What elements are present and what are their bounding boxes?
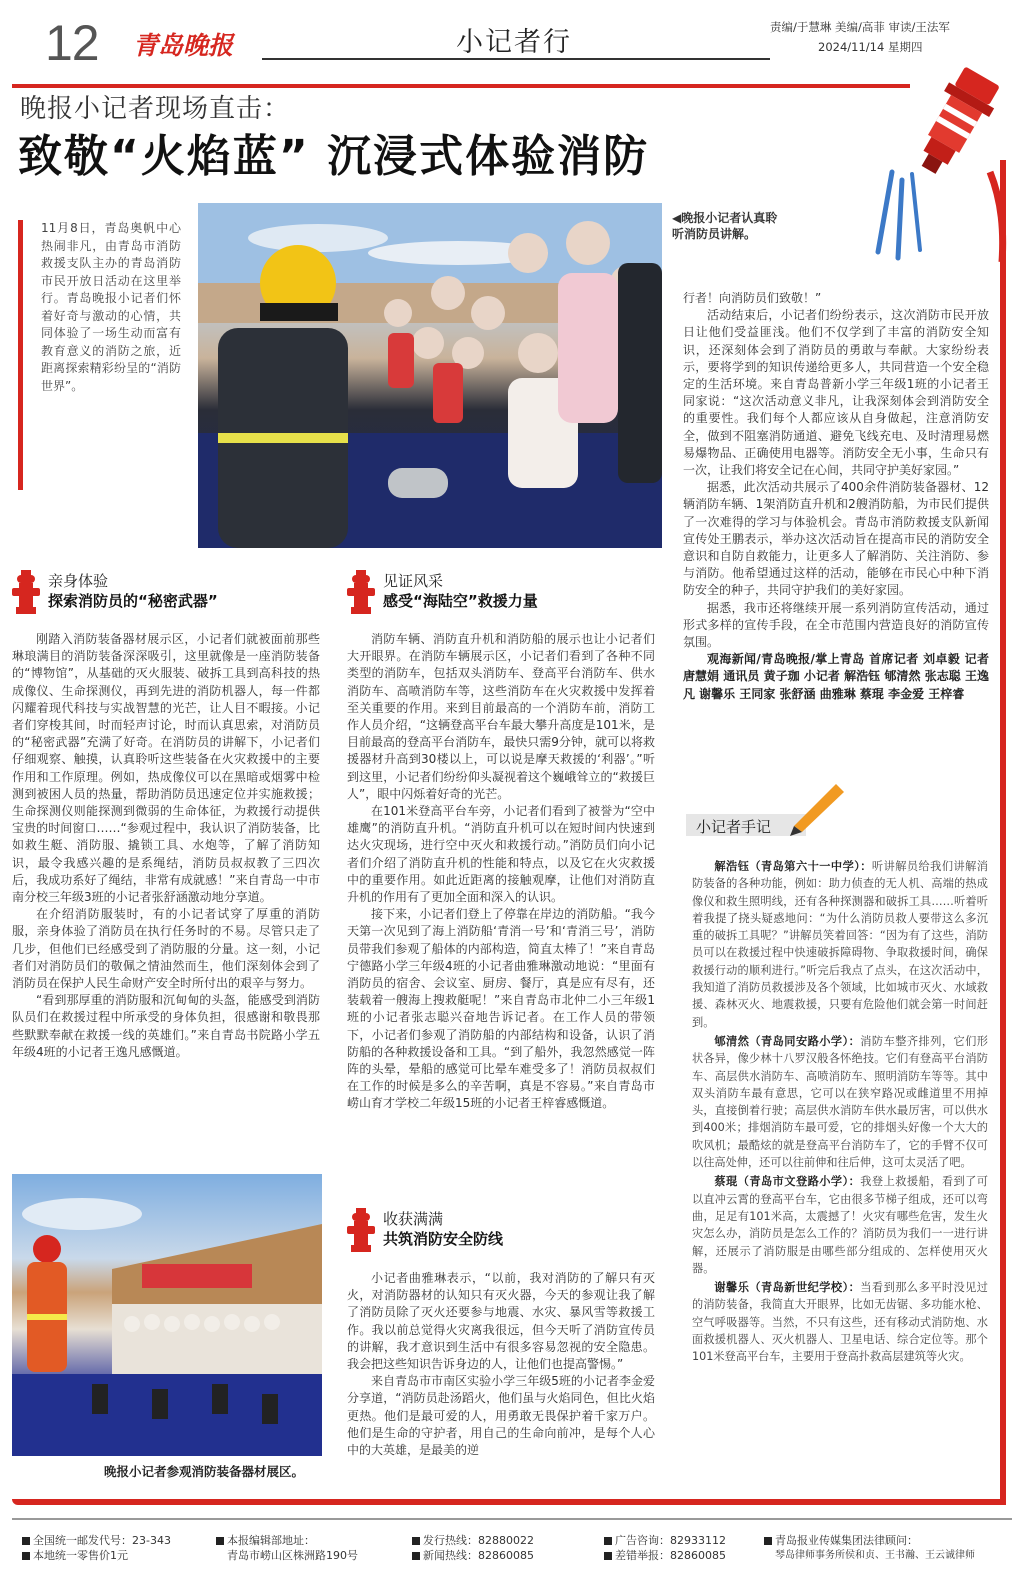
section-title-2: 感受“海陆空”救援力量: [383, 592, 538, 610]
section-title-1: 探索消防员的“秘密武器”: [48, 592, 218, 610]
section-header-2: [347, 570, 647, 618]
intro-paragraph: 11月8日，青岛奥帆中心热闹非凡，由青岛市消防救援支队主办的青岛消防市民开放日活动在这里举行。青岛晚报小记者们怀着好奇与激动的心情，共同体验了一场生动而富有教育意义的消防之旅，近距离探索精彩纷呈的“消防世界”。: [18, 220, 181, 490]
photo-caption-2: 晚报小记者参观消防装备器材展区。: [104, 1464, 305, 1479]
body-paragraph: 在101米登高平台车旁，小记者们看到了被誉为“空中雄鹰”的消防直升机。“消防直升机可以在短时间内快速到达火灾现场，进行空中灭火和救援行动。”消防员们向小记者们介绍了消防直升机的性能和特点，以及它在火灾救援中的重要作用。如此近距离的接触观摩，让他们对消防直升机的作用有了更加全面和深入的认识。: [347, 804, 655, 905]
footer-block-1: [22, 1533, 171, 1563]
photo-equipment-exhibit: [12, 1174, 322, 1456]
red-frame-right: [1000, 160, 1006, 1505]
byline: 观海新闻/青岛晚报/掌上青岛 首席记者 刘卓毅 记者 唐慧娟 通讯员 黄子珈 小记者 解浩钰 郇清然 张志聪 王逸凡 谢馨乐 王同家 张舒涵 曲雅琳 蔡琨 李金爱 王梓睿: [683, 652, 989, 701]
footer-line: 差错举报：82860085: [604, 1548, 726, 1563]
note-item: [692, 858, 988, 1031]
footer-line: 新闻热线：82860085: [412, 1548, 534, 1563]
page-number: 12: [45, 15, 99, 71]
note-item: [692, 1173, 988, 1277]
note-text: 我登上救援船，看到了可以直冲云霄的登高平台车，它由很多节梯子组成，还可以弯曲，足足有101米高，太震撼了！火灾有哪些危害，发生火灾怎么办，消防员是怎么工作的？消防员为我们一一进行讲解，还展示了消防服是由哪些部分组成的、怎样使用灭火器。: [692, 1175, 988, 1275]
fire-nozzle-icon: [872, 62, 1022, 292]
right-paragraph: 据悉，我市还将继续开展一系列消防宣传活动，通过形式多样的宣传手段，在全市范围内营造良好的消防宣传氛围。: [683, 600, 989, 650]
column-1: [12, 631, 320, 1061]
issue-date: 2024/11/14 星期四: [818, 40, 923, 54]
body-paragraph: 消防车辆、消防直升机和消防船的展示也让小记者们大开眼界。在消防车辆展示区，小记者们看到了各种不同类型的消防车，包括双头消防车、登高平台消防车、供水消防车、高喷消防车等，这些消防车在火灾救援中发挥着至关重要的作用。来到目前最高的一个消防车前，消防工作人员介绍，“这辆登高平台车最大攀升高度是101米，是目前最高的登高平台消防车，最快只需9分钟，就可以将救援器材升高到30楼以上，可以说是摩天救援的‘利器’。”听到这里，小记者们纷纷仰头凝视着这个巍峨耸立的“救援巨人”，眼中闪烁着好奇的光芒。: [347, 632, 655, 801]
section-label-1: 亲身体验: [48, 572, 109, 590]
right-paragraph: 活动结束后，小记者们纷纷表示，这次消防市民开放日让他们受益匪浅。他们不仅学到了丰富的消防安全知识，还深刻体会到了消防员的勇敢与奉献。大家纷纷表示，要将学到的知识传递给更多人，共同营造一个安全稳定的生活环境。来自青岛普新小学三年级1班的小记者王同家说：“这次活动意义非凡，让我深刻体会到消防安全的重要性。我们每个人都应该从自身做起，注意消防安全，做到不阻塞消防通道、避免飞线充电、及时清理易燃易爆物品、正确使用电器等。消防安全无小事，生命只有一次，让我们将安全记在心间，共同守护美好家园。”: [683, 308, 989, 478]
body-paragraph: 刚踏入消防装备器材展示区，小记者们就被面前那些琳琅满目的消防装备深深吸引，这里就像是一座消防装备的“博物馆”，从基础的灭火服装、破拆工具到高科技的热成像仪、生命探测仪，再到先进的消防机器人，每一件都闪耀着现代科技与实战智慧的光芒，让人目不暇接。小记者们穿梭其间，时而轻声讨论，时而认真思索，对消防员的“秘密武器”充满了好奇。在消防员的讲解下，小记者们仔细观察、触摸，认真聆听这些装备在火灾救援中的主要作用和工作原理。例如，热成像仪可以在黑暗或烟雾中检测到被困人员的热量，帮助消防员迅速定位并实施救援；生命探测仪则能探测到微弱的生命体征，为救援行动提供宝贵的时间窗口……“参观过程中，我认识了消防装备，比如救生艇、消防服、撬锁工具、水炮等，了解了消防知识，最令我感兴趣的是系绳结，消防员叔叔教了三四次后，我成功系好了绳结，非常有成就感！”来自青岛一中市南分校三年级3班的小记者张舒涵激动地分享道。: [12, 632, 320, 905]
body-paragraph: 在介绍消防服装时，有的小记者试穿了厚重的消防服，亲身体验了消防员在执行任务时的不易。尽管只走了几步，但他们已经感受到了消防服的分量。这一刻，小记者们对消防员们的敬佩之情油然而生，他们深刻体会到了消防员在保护人民生命财产安全时所付出的艰辛与努力。: [12, 907, 320, 991]
column-2: [347, 631, 655, 1113]
body-paragraph: 来自青岛市市南区实验小学三年级5班的小记者李金爱分享道，“消防员赴汤蹈火，他们虽与火焰同色，但比火焰更热。他们是最可爱的人，用勇敢无畏保护着千家万户。他们是生命的守护者，用自己的生命向前冲，是每个人心中的大英雄，是最美的逆: [347, 1374, 655, 1458]
note-text: 当看到那么多平时没见过的消防装备，我简直大开眼界，比如无齿锯、多功能水枪、空气呼吸器等。当然，不只有这些，还有移动式消防炮、水面救援机器人、灭火机器人、卫星电话、综合定位等。那个101米登高平台车，主要用于登高扑救高层建筑等火灾。: [692, 1281, 988, 1364]
notes-header: [686, 778, 846, 838]
footer-line: 全国统一邮发代号：23-343: [22, 1533, 171, 1548]
editor-credits: 责编/于慧琳 美编/高菲 审读/王法军: [770, 20, 950, 34]
footer-block-2: [216, 1533, 358, 1563]
footer-block-5: [764, 1533, 1014, 1563]
photo-illustration: [198, 203, 662, 548]
footer-block-3: [412, 1533, 534, 1563]
note-text: 消防车整齐排列，它们形状各异，像少林十八罗汉般各怀绝技。它们有登高平台消防车、高层供水消防车、高喷消防车、照明消防车等等。其中双头消防车最有意思，它可以在狭窄路况或雌道里不用掉头，直接倒着行驶；高层供水消防车供水最厉害，可以供水到400米；排烟消防车最可爱，它的排烟头好像一个大大的吹风机；最酷炫的就是登高平台消防车了，它的手臂不仅可以往高处伸，还可以往前伸和往后伸，这可太灵活了吧。: [692, 1034, 988, 1170]
footer-block-4: [604, 1533, 726, 1563]
right-column-text: [683, 290, 989, 703]
body-paragraph: “看到那厚重的消防服和沉甸甸的头盔，能感受到消防队员们在救援过程中所承受的身体负担，很感谢和敬畏那些默默奉献在救援一线的英雄们。”来自青岛书院路小学五年级4班的小记者王逸凡感慨道。: [12, 993, 320, 1059]
footer-rule: [12, 1518, 1012, 1520]
note-author: 谢馨乐（青岛新世纪学校）：: [714, 1281, 861, 1295]
photo-illustration-2: [12, 1174, 322, 1456]
fire-hydrant-icon: [347, 1208, 375, 1252]
note-author: 蔡琨（青岛市文登路小学）：: [714, 1175, 861, 1189]
note-text: 听讲解员给我们讲解消防装备的各种功能，例如：助力侦查的无人机、高端的热成像仪和救生照明线，还有各种探测器和破拆工具……听着听着我提了挠头疑惑地问：“为什么消防员救人要带这么多沉重的破拆工具呢？”讲解员笑着回答：“因为有了这些，消防员可以在救援过程中快速破拆障碍物、争取救援时间，确保救援行动的顺利进行。”听完后我点了点头，在这次活动中，我知道了消防员救援涉及各个领域，比如城市灭火、水域救援、森林灭火、地震救援，只要有危险他们就会第一时间赶到。: [692, 860, 988, 1029]
section-label-3: 收获满满: [383, 1210, 444, 1228]
notes-title: 小记者手记: [696, 818, 772, 836]
section-title-3: 共筑消防安全防线: [383, 1230, 504, 1248]
headline: 致敬“火焰蓝” 沉浸式体验消防: [18, 131, 650, 182]
note-item: [692, 1033, 988, 1171]
footer-line: 发行热线：82880022: [412, 1533, 534, 1548]
footer-line: 琴岛律师事务所侯和贞、王书瀚、王云诚律师: [775, 1550, 975, 1561]
right-paragraph: 据悉，此次活动共展示了400余件消防装备器材、12辆消防车辆、1架消防直升机和2艘消防船，为市民们提供了一次难得的学习与体验机会。青岛市消防救援支队新闻宣传处王鹏表示，举办这次活动旨在提高市民的消防安全意识和自防自救能力，让更多人了解消防、关注消防、参与消防。他希望通过这样的活动，能够在市民心中种下消防安全的种子，共同守护我们的美好家园。: [683, 480, 989, 598]
footer-line: 青岛报业传媒集团法律顾问：: [764, 1533, 1014, 1548]
column-3: [347, 1270, 655, 1459]
note-item: [692, 1279, 988, 1365]
headline-kicker: 晚报小记者现场直击：: [20, 94, 291, 124]
footer-line: 青岛市崂山区株洲路190号: [227, 1549, 358, 1562]
photo-caption-1: ◀晚报小记者认真聆听消防员讲解。: [672, 211, 778, 241]
fire-hydrant-icon: [347, 570, 375, 614]
section-title: 小记者行: [456, 27, 572, 58]
footer-line: 本地统一零售价1元: [22, 1548, 171, 1563]
right-paragraph: 行者！向消防员们致敬！”: [683, 291, 822, 305]
body-paragraph: 接下来，小记者们登上了停靠在岸边的消防船。“我今天第一次见到了海上消防船‘青消一号’和‘青消三号’，消防员带我们参观了船体的内部构造，简直太棒了！”来自青岛宁德路小学三年级4班的小记者曲雅琳激动地说：“里面有消防员的宿舍、会议室、厨房、餐厅，真是应有尽有，还装载着一艘海上搜救艇呢！”来自青岛市北仲二小三年级1班的小记者张志聪兴奋地告诉记者。在工作人员的带领下，小记者们参观了消防船的内部结构和设备，认识了消防船的各种救援设备和工具。“到了船外，我忽然感觉一阵阵的头晕，晕船的感觉可比晕车难受多了！消防员叔叔们在工作的时候是多么的辛苦啊，真是不容易。”来自青岛市崂山育才学校二年级15班的小记者王梓睿感慨道。: [347, 907, 655, 1111]
newspaper-logo: 青岛晚报: [133, 31, 234, 60]
photo-firefighter-with-students: [198, 203, 662, 548]
footer-line: 广告咨询：82933112: [604, 1533, 726, 1548]
footer-line: 本报编辑部地址：: [216, 1533, 358, 1548]
note-author: 解浩钰（青岛第六十一中学）：: [714, 860, 872, 873]
section-header-3: [347, 1208, 647, 1256]
section-header-1: [12, 570, 312, 618]
header-rule: [262, 58, 770, 60]
section-label-2: 见证风采: [383, 572, 444, 590]
note-author: 郇清然（青岛同安路小学）：: [714, 1034, 861, 1048]
red-frame-bottom: [12, 1499, 1006, 1505]
notes-column: [692, 858, 988, 1368]
fire-hydrant-icon: [12, 570, 40, 614]
body-paragraph: 小记者曲雅琳表示，“以前，我对消防的了解只有灭火，对消防器材的认知只有灭火器，今天的参观让我了解了消防员除了灭火还要参与地震、水灾、暴风雪等救援工作。我以前总觉得火灾离我很远，但今天听了消防宣传员的讲解，我才意识到生活中有很多容易忽视的安全隐患。我会把这些知识告诉身边的人，让他们也提高警惕。”: [347, 1271, 655, 1372]
